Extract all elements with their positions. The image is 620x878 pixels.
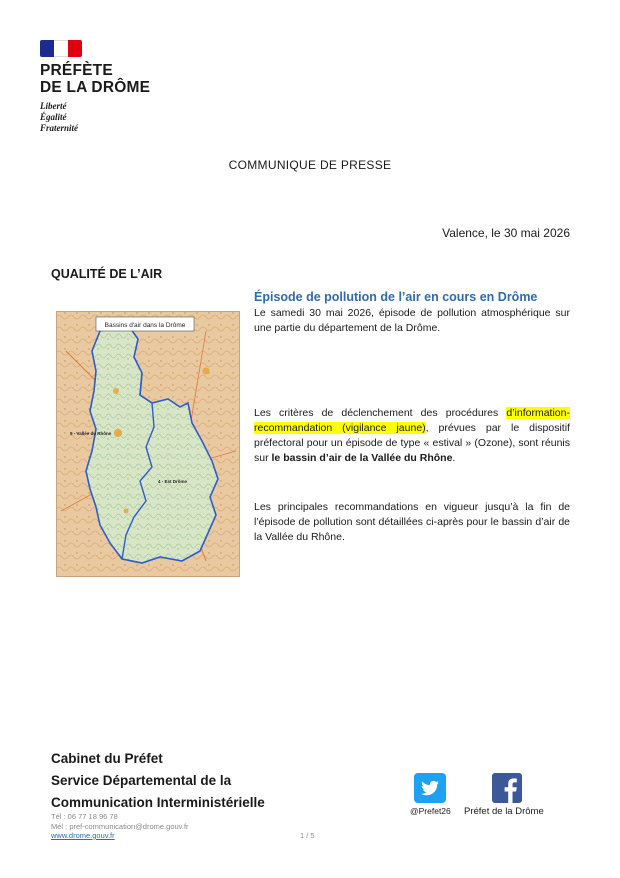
motto-egalite: Égalité: [40, 112, 67, 122]
motto-fraternite: Fraternité: [40, 123, 79, 133]
motto-liberte: Liberté: [40, 101, 67, 111]
footer-line-1: Cabinet du Préfet: [51, 751, 163, 766]
republique-flag-logo: [40, 40, 82, 57]
headline: Épisode de pollution de l’air en cours en Drôme: [254, 290, 538, 304]
footer-line-2: Service Départemental de la: [51, 773, 232, 788]
facebook-name[interactable]: Préfet de la Drôme: [464, 806, 544, 817]
section-title: QUALITÉ DE L’AIR: [51, 267, 163, 281]
contact-email[interactable]: Mél : pref-communication@drome.gouv.fr: [51, 821, 189, 831]
document-type: COMMUNIQUE DE PRESSE: [228, 158, 392, 172]
basin-emphasis: le bassin d’air de la Vallée du Rhône: [271, 452, 453, 464]
map-title: Bassins d'air dans la Drôme: [104, 322, 186, 329]
contact-phone: Tél : 06 77 18 96 78: [51, 812, 118, 821]
paragraph-2: [254, 406, 570, 466]
page-number: 1 / 5: [300, 831, 315, 840]
air-basins-map: [56, 311, 240, 577]
date-line: Valence, le 30 mai 2026: [442, 226, 570, 240]
twitter-handle[interactable]: @Prefet26: [410, 806, 451, 816]
facebook-icon[interactable]: [492, 773, 522, 803]
paragraph-3: Les principales recommandations en vigueur jusqu’à la fin de l’épisode de pollution sont détaillées ci-après pour le bassin d’air de la Vallée du Rhône.: [254, 501, 570, 543]
contact-info: [51, 812, 189, 841]
vigilance-highlight: d’information-recommandation (vigilance jaune): [254, 407, 570, 434]
republic-motto: [40, 101, 78, 134]
footer-title: [51, 748, 265, 814]
prefecture-line-1: PRÉFÈTE: [40, 62, 113, 79]
prefecture-line-2: DE LA DRÔME: [40, 79, 151, 96]
paragraph-2-before: Les critères de déclenchement des procédures: [254, 407, 507, 419]
paragraph-2-after: .: [452, 452, 456, 464]
footer-line-3: Communication Interministérielle: [51, 795, 265, 810]
map-label-vallee-du-rhone: 9 - Vallée du Rhône: [70, 431, 112, 436]
paragraph-1: Le samedi 30 mai 2026, épisode de pollution atmosphérique sur une partie du département de la Drôme.: [254, 307, 570, 334]
paragraph-2-middle: , prévues par le dispositif préfectoral pour un épisode de type « estival » (Ozone), sont réunis sur: [254, 422, 570, 464]
prefecture-name: [40, 62, 150, 96]
map-label-est-drome: 4 - Est Drôme: [158, 479, 188, 484]
twitter-icon[interactable]: [414, 773, 446, 803]
website-link[interactable]: www.drome.gouv.fr: [51, 831, 115, 840]
